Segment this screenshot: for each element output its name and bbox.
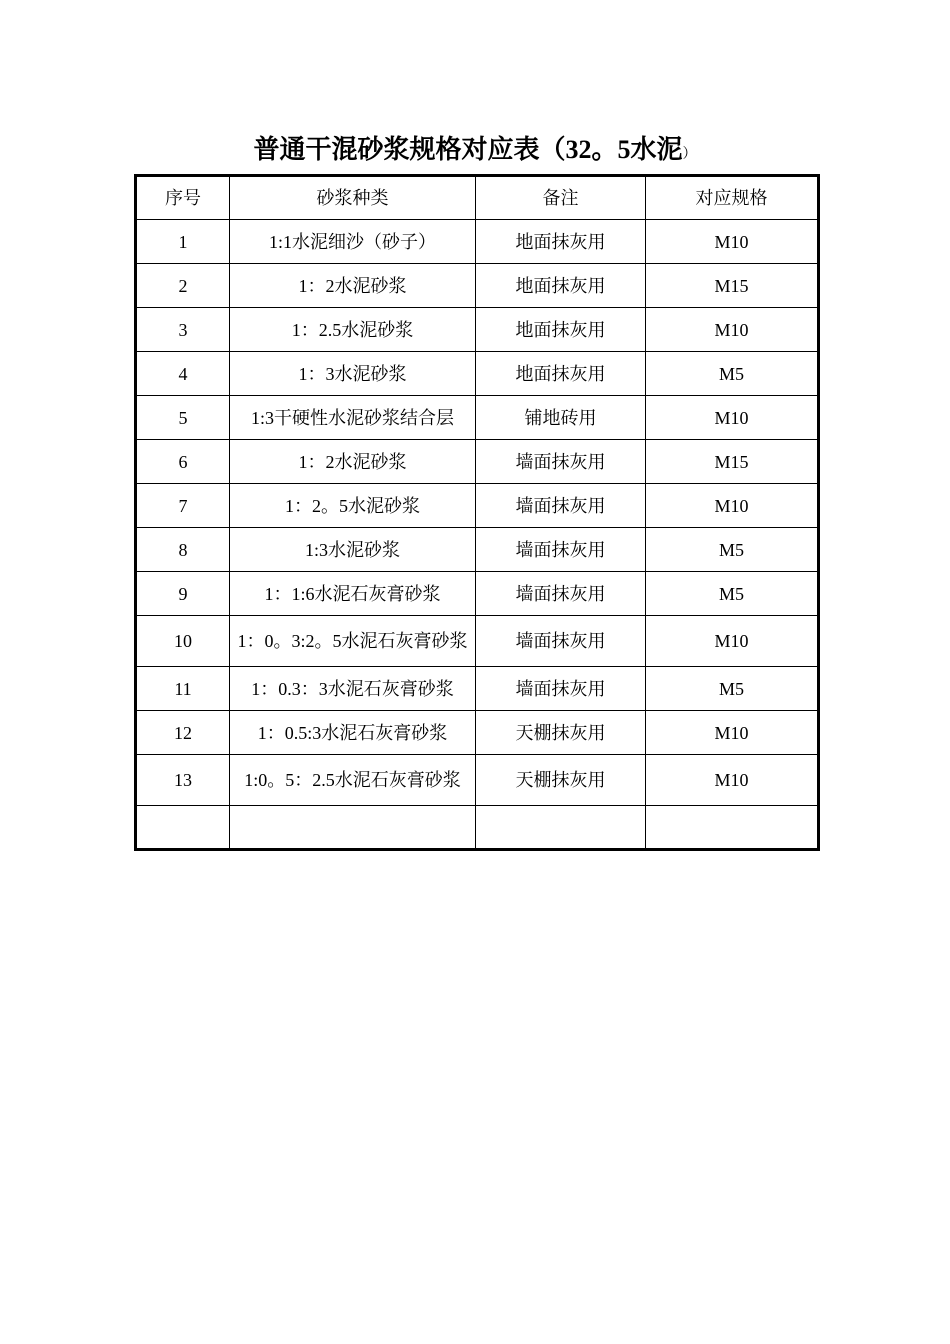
page-title (0, 132, 950, 173)
cell-mortar-type: 1：0.5:3水泥石灰膏砂浆 (230, 711, 476, 755)
cell-mortar-type: 1：0.3：3水泥石灰膏砂浆 (230, 667, 476, 711)
cell-spec: M5 (646, 572, 819, 616)
table-row (136, 352, 819, 396)
cell-spec: M10 (646, 755, 819, 806)
cell-spec: M10 (646, 396, 819, 440)
header-cell-spec: 对应规格 (646, 176, 819, 220)
header-cell-mortar-type: 砂浆种类 (230, 176, 476, 220)
cell-index: 6 (136, 440, 230, 484)
cell-remark: 天棚抹灰用 (476, 755, 646, 806)
table-header-row (136, 176, 819, 220)
table-row (136, 755, 819, 806)
header-cell-index: 序号 (136, 176, 230, 220)
table-row (136, 264, 819, 308)
table-row (136, 484, 819, 528)
table-row (136, 220, 819, 264)
cell-spec (646, 806, 819, 850)
cell-spec: M10 (646, 220, 819, 264)
cell-mortar-type: 1：2水泥砂浆 (230, 264, 476, 308)
cell-remark: 墙面抹灰用 (476, 528, 646, 572)
cell-index: 5 (136, 396, 230, 440)
table-row (136, 711, 819, 755)
title-close-paren: ） (682, 147, 697, 162)
cell-remark: 墙面抹灰用 (476, 572, 646, 616)
table-row-empty (136, 806, 819, 850)
cell-remark: 墙面抹灰用 (476, 616, 646, 667)
cell-spec: M5 (646, 667, 819, 711)
cell-mortar-type (230, 806, 476, 850)
cell-spec: M10 (646, 711, 819, 755)
table-row (136, 308, 819, 352)
cell-mortar-type: 1:3水泥砂浆 (230, 528, 476, 572)
cell-index: 2 (136, 264, 230, 308)
cell-remark: 地面抹灰用 (476, 220, 646, 264)
cell-spec: M10 (646, 308, 819, 352)
table-row (136, 396, 819, 440)
cell-index: 10 (136, 616, 230, 667)
cell-index: 4 (136, 352, 230, 396)
cell-index (136, 806, 230, 850)
cell-index: 3 (136, 308, 230, 352)
cell-remark: 地面抹灰用 (476, 308, 646, 352)
header-cell-remark: 备注 (476, 176, 646, 220)
cell-spec: M10 (646, 484, 819, 528)
cell-index: 11 (136, 667, 230, 711)
cell-spec: M5 (646, 528, 819, 572)
cell-index: 1 (136, 220, 230, 264)
cell-mortar-type: 1:3干硬性水泥砂浆结合层 (230, 396, 476, 440)
cell-index: 9 (136, 572, 230, 616)
cell-mortar-type: 1：3水泥砂浆 (230, 352, 476, 396)
cell-remark (476, 806, 646, 850)
cell-spec: M5 (646, 352, 819, 396)
table-row (136, 667, 819, 711)
title-main: 普通干混砂浆规格对应表（32。5水泥 (253, 135, 683, 164)
cell-remark: 墙面抹灰用 (476, 667, 646, 711)
cell-mortar-type: 1：2水泥砂浆 (230, 440, 476, 484)
cell-mortar-type: 1：2.5水泥砂浆 (230, 308, 476, 352)
cell-index: 8 (136, 528, 230, 572)
cell-index: 7 (136, 484, 230, 528)
cell-index: 13 (136, 755, 230, 806)
cell-remark: 墙面抹灰用 (476, 484, 646, 528)
cell-remark: 墙面抹灰用 (476, 440, 646, 484)
cell-index: 12 (136, 711, 230, 755)
cell-mortar-type: 1：0。3:2。5水泥石灰膏砂浆 (230, 616, 476, 667)
cell-remark: 地面抹灰用 (476, 352, 646, 396)
cell-mortar-type: 1:0。5：2.5水泥石灰膏砂浆 (230, 755, 476, 806)
cell-mortar-type: 1:1水泥细沙（砂子） (230, 220, 476, 264)
cell-spec: M10 (646, 616, 819, 667)
cell-mortar-type: 1：1:6水泥石灰膏砂浆 (230, 572, 476, 616)
table-row (136, 528, 819, 572)
cell-remark: 地面抹灰用 (476, 264, 646, 308)
mortar-spec-table (134, 174, 820, 851)
cell-mortar-type: 1：2。5水泥砂浆 (230, 484, 476, 528)
table-row (136, 440, 819, 484)
cell-remark: 铺地砖用 (476, 396, 646, 440)
table-row (136, 616, 819, 667)
cell-remark: 天棚抹灰用 (476, 711, 646, 755)
table-row (136, 572, 819, 616)
cell-spec: M15 (646, 440, 819, 484)
cell-spec: M15 (646, 264, 819, 308)
